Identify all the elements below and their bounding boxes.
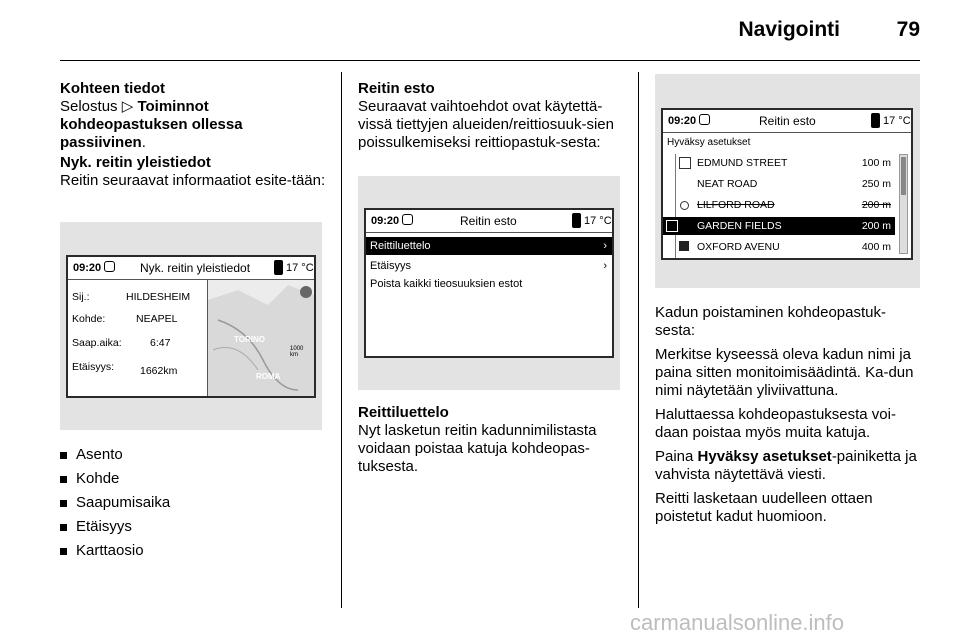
paragraph-seuraavat: Seuraavat vaihtoehdot ovat käytettä-vissä tiettyjen alueiden/reittiosuuk-sien poissulkemiseksi reittiopastuk-sesta: [358,98,614,151]
menu-item-poista[interactable] [366,275,612,293]
street-distance: 400 m [861,241,891,253]
screen-route-overview [66,255,316,398]
list-item-label: Kohde [76,470,120,487]
street-distance: 250 m [861,178,891,190]
watermark: carmanualsonline.info [630,610,845,635]
selostus-paragraph [60,98,330,152]
bullet-icon [60,524,67,531]
field-value-kohde: NEAPEL [136,313,178,325]
screen-route-block [364,208,614,358]
accept-settings-link[interactable]: Hyväksy asetukset [667,137,751,148]
field-value-saap: 6:47 [150,337,171,349]
page-title: Navigointi [738,18,840,41]
list-item [60,494,330,512]
street-row-blocked[interactable] [663,196,895,214]
street-row[interactable] [663,238,895,256]
heading-reittiluettelo: Reittiluettelo [358,404,449,421]
street-row-selected[interactable] [663,217,895,235]
column-2-lower [358,404,624,476]
screen-street-list [661,108,913,260]
bullet-icon [60,452,67,459]
selostus-link[interactable]: Toiminnot kohdeopastuksen ollessa passiivinen [60,98,243,151]
menu-item-label: Etäisyys [370,260,411,272]
heading-kohteen-tiedot: Kohteen tiedot [60,80,165,97]
chevron-right-icon: › [603,260,607,272]
list-item-label: Asento [76,446,123,463]
field-label-kohde: Kohde: [72,313,106,325]
street-name: NEAT ROAD [697,178,758,190]
screen-2-frame [358,176,620,390]
bullet-list [60,440,330,560]
column-2 [358,80,624,152]
scrollbar[interactable] [899,154,908,254]
screen-title: Reitin esto [759,114,816,128]
map-label-torino: TORINO [234,335,265,344]
field-value-etaisyys: 1662km [140,365,178,377]
list-item-label: Etäisyys [76,518,132,535]
field-value-sij: HILDESHEIM [126,291,191,303]
paragraph-merkitse: Merkitse kyseessä oleva kadun nimi ja paina sitten monitoimisäädintä. Ka-dun nimi näytetään yliviivattuna. [655,346,914,399]
arrow-icon: ▷ [121,98,134,115]
list-item-label: Karttaosio [76,542,144,559]
screen-1-frame [60,222,322,430]
temperature: 17 °C [883,115,911,127]
menu-item-etaisyys[interactable] [366,257,612,275]
temperature: 17 °C [286,262,314,274]
page-number: 79 [896,18,920,41]
street-name: EDMUND STREET [697,157,788,169]
clock-time: 09:20 [371,215,400,227]
selostus-period: . [141,134,146,151]
page-header [60,0,920,61]
temperature: 17 °C [584,215,612,227]
street-name: OXFORD AVENU [697,241,780,253]
thermometer-icon [274,260,283,275]
bullet-icon [60,476,67,483]
column-1 [60,80,330,190]
paina-prefix: Paina [655,448,694,465]
column-3 [655,304,925,526]
column-divider-1 [341,72,342,608]
blocked-icon [680,201,689,210]
paragraph-haluttaessa: Haluttaessa kohdeopastuksesta voi-daan poistaa myös muita katuja. [655,406,896,441]
column-divider-2 [638,72,639,608]
paragraph-kadun-poistaminen: Kadun poistaminen kohdeopastuk-sesta: [655,304,886,339]
street-name: LILFORD ROAD [697,199,775,211]
street-row[interactable] [663,154,895,172]
paragraph-reitin-seuraavat: Reitin seuraavat informaatiot esite-tään: [60,172,326,189]
thermometer-icon [572,213,581,228]
screen-title: Nyk. reitin yleistiedot [140,261,251,275]
thermometer-icon [871,113,880,128]
map-label-roma: ROMA [256,372,281,381]
field-label-sij: Sij.: [72,291,90,303]
list-item-label: Saapumisaika [76,494,171,511]
selection-icon [666,220,678,232]
street-distance: 200 m [861,199,891,211]
heading-reitin-esto: Reitin esto [358,80,435,97]
paragraph-reitti-lasketaan: Reitti lasketaan uudelleen ottaen poistetut kadut huomioon. [655,490,873,525]
field-label-etaisyys: Etäisyys: [72,361,115,373]
list-item [60,446,330,464]
status-bar [68,257,314,280]
clock-icon [104,261,115,272]
scrollbar-thumb[interactable] [901,157,906,195]
turn-icon [679,157,691,169]
clock-icon [699,114,710,125]
bullet-icon [60,500,67,507]
junction-icon [679,241,689,251]
menu-item-label: Poista kaikki tieosuuksien estot [370,278,523,290]
clock-time: 09:20 [668,115,697,127]
list-item [60,518,330,536]
map-panel [208,280,314,396]
map-scale: 1000 km [290,346,304,358]
list-item [60,470,330,488]
clock-icon [402,214,413,225]
screen-3-frame [655,74,920,288]
heading-nyk-reitin: Nyk. reitin yleistiedot [60,154,211,171]
paina-suffix: -painiketta ja vahvista näytettävä viesti. [655,448,917,483]
street-name: GARDEN FIELDS [697,220,782,232]
status-bar [366,210,612,233]
status-bar [663,110,911,133]
menu-item-reittiluettelo[interactable] [366,237,612,255]
field-label-saap: Saap.aika: [72,337,122,349]
street-distance: 100 m [861,157,891,169]
paragraph-paina [655,448,925,484]
clock-time: 09:20 [73,262,102,274]
street-distance: 200 m [861,220,891,232]
menu-item-label: Reittiluettelo [370,240,431,252]
selostus-prefix: Selostus [60,98,118,115]
street-row[interactable] [663,175,895,193]
chevron-right-icon: › [603,240,607,252]
paina-button-name: Hyväksy asetukset [697,448,832,465]
screen-title: Reitin esto [460,214,517,228]
list-item [60,542,330,560]
bullet-icon [60,548,67,555]
paragraph-nyt-lasketun: Nyt lasketun reitin kadunnimilistasta voidaan poistaa katuja kohdeopas-tuksesta. [358,422,597,475]
